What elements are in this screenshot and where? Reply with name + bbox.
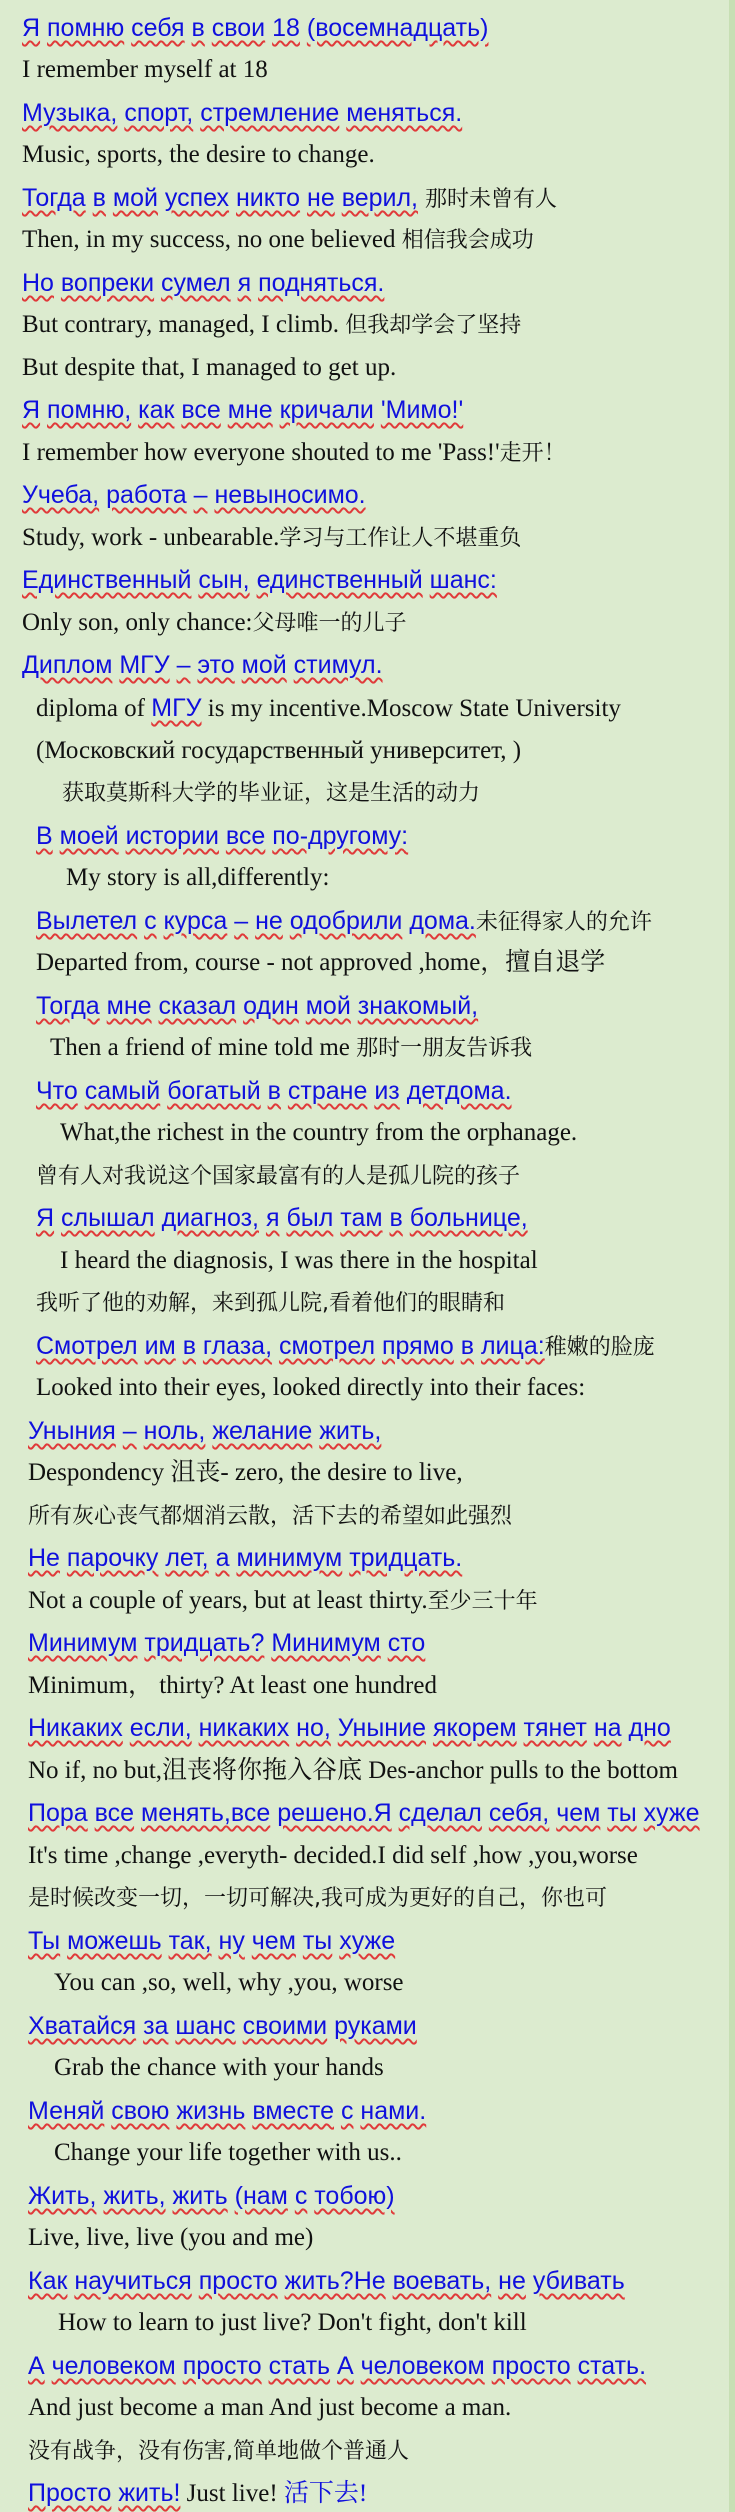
poem-line (22, 520, 521, 557)
english-text: Despondency 沮丧- zero, the desire to live, (28, 1459, 463, 1486)
poem-line (28, 2178, 395, 2215)
chinese-text: 获取莫斯科大学的毕业证，这是生活的动力 (62, 781, 481, 806)
english-text: Just live! (180, 2480, 284, 2507)
poem-line (28, 2263, 625, 2300)
english-text: Minimum， thirty? At least one hundred (28, 1672, 437, 1699)
russian-text: Музыка, спорт, стремление меняться. (22, 99, 463, 127)
poem-line (28, 2348, 646, 2385)
poem-line (36, 818, 408, 855)
chinese-text: 那时未曾有人 (424, 187, 557, 212)
poem-line (36, 988, 478, 1025)
english-text: Change your life together with us.. (54, 2139, 402, 2166)
poem-line (36, 733, 521, 769)
poem-line (28, 1455, 463, 1491)
russian-text: Учеба, работа – невыносимо. (22, 481, 366, 509)
english-text: Study, work - unbearable. (22, 524, 280, 551)
english-text: Music, sports, the desire to change. (22, 141, 375, 168)
poem-line (58, 2305, 527, 2341)
english-text: Then a friend of mine told me (50, 1034, 357, 1061)
russian-text: Минимум тридцать? Минимум сто (28, 1629, 426, 1657)
poem-line (28, 1625, 425, 1662)
poem-line (36, 690, 621, 727)
english-text: No if, no but,沮丧将你拖入谷底 (28, 1757, 369, 1784)
russian-text: Уныния – ноль, желание жить, (28, 1417, 382, 1445)
poem-line (36, 1370, 585, 1406)
english-text: Only son, only chance: (22, 609, 253, 636)
russian-text: Смотрел им в глаза, смотрел прямо в лица: (36, 1332, 545, 1360)
english-text: Live, live, live (you and me) (28, 2224, 314, 2251)
poem-line (36, 1200, 528, 1237)
russian-text: А человеком просто стать А человеком просто стать. (28, 2352, 647, 2380)
poem-line (36, 903, 652, 941)
poem-line (28, 1540, 462, 1577)
poem-line (54, 2135, 402, 2171)
poem-line (22, 647, 383, 684)
poem-line (54, 1965, 404, 2001)
chinese-text: 未征得家人的允许 (475, 910, 652, 935)
chinese-text: 曾有人对我说这个国家最富有的人是孤儿院的孩子 (36, 1164, 521, 1189)
chinese-text: 所有灰心丧气都烟消云散，活下去的希望如此强烈 (28, 1504, 513, 1529)
poem-line (28, 2390, 511, 2426)
russian-text: В моей истории все по-другому: (36, 822, 409, 850)
poem-line (28, 2475, 367, 2512)
english-text: is my incentive.Moscow State University (201, 695, 621, 722)
poem-line (28, 1413, 381, 1450)
russian-text: Ты можешь так, ну чем ты хуже (28, 1927, 396, 1955)
english-text: But contrary, managed, I climb. (22, 311, 346, 338)
chinese-text: 相信我会成功 (401, 228, 534, 253)
chinese-text: 那时一朋友告诉我 (356, 1036, 533, 1061)
poem-line (28, 1753, 678, 1789)
chinese-text: 学习与工作让人不堪重负 (279, 526, 522, 551)
english-text: And just become a man And just become a man. (28, 2394, 512, 2421)
chinese-text: 没有战争，没有伤害,简单地做个普通人 (28, 2439, 409, 2464)
poem-line (66, 860, 329, 896)
english-text: My story is all,differently: (66, 864, 330, 891)
poem-line (28, 2093, 426, 2130)
poem-line (22, 477, 366, 514)
english-text: What,the richest in the country from the orphanage. (60, 1119, 578, 1146)
poem-line (28, 1583, 538, 1620)
english-text: It's time ,change ,everyth- decided.I did self ,how ,you,worse (28, 1842, 638, 1869)
chinese-text: 稚嫩的脸庞 (544, 1335, 655, 1360)
english-text: Grab the chance with your hands (54, 2054, 384, 2081)
poem-line (28, 1668, 437, 1704)
english-text: Looked into their eyes, looked directly into their faces: (36, 1374, 586, 1401)
poem-line (22, 52, 268, 88)
poem-line (22, 180, 557, 218)
poem-line (28, 2433, 409, 2470)
poem-line (50, 1030, 532, 1067)
poem-line (60, 1243, 538, 1279)
chinese-text: 活下去! (283, 2480, 368, 2507)
chinese-text: 走开！ (499, 441, 566, 466)
russian-text: Я слышал диагноз, я был там в больнице, (36, 1204, 528, 1232)
english-text: You can ,so, well, why ,you, worse (54, 1969, 404, 1996)
poem-line (36, 1328, 655, 1366)
russian-text: Я помню, как все мне кричали 'Мимо!' (22, 396, 464, 424)
russian-text: Единственный сын, единственный шанс: (22, 566, 497, 594)
english-text: How to learn to just live? Don't fight, don't kill (58, 2309, 527, 2336)
english-text: Then, in my success, no one believed (22, 226, 402, 253)
poem-line (54, 2050, 384, 2086)
poem-line (22, 350, 396, 386)
english-text: Not a couple of years, but at least thirty. (28, 1587, 428, 1614)
russian-text: Тогда в мой успех никто не верил, (22, 184, 418, 212)
poem-line (36, 1073, 512, 1110)
russian-text: Жить, жить, жить (нам с тобою) (28, 2182, 395, 2210)
english-text: I heard the diagnosis, I was there in the hospital (60, 1247, 538, 1274)
poem-line (22, 307, 521, 344)
russian-text: Меняй свою жизнь вместе с нами. (28, 2097, 427, 2125)
poem-line (28, 1923, 395, 1960)
chinese-text: 至少三十年 (427, 1589, 538, 1614)
russian-text: МГУ (151, 694, 202, 722)
poem-line (22, 95, 462, 132)
poem-line (22, 265, 384, 302)
chinese-text: 但我却学会了坚持 (345, 313, 522, 338)
poem-line (22, 10, 488, 47)
english-text: Des-anchor pulls to the bottom (368, 1757, 678, 1784)
poem-line (60, 1115, 577, 1151)
poem-line (22, 562, 497, 599)
russian-text: Пора все менять,все решено.Я сделал себя, чем ты хуже (28, 1799, 700, 1827)
poem-line (36, 1285, 505, 1322)
english-text: diploma of (36, 695, 152, 722)
poem-line (28, 1880, 607, 1917)
english-text: I remember myself at 18 (22, 56, 268, 83)
poem-line (36, 1158, 520, 1195)
poem-line (28, 2008, 417, 2045)
page-edge (729, 0, 735, 2512)
russian-text: Просто жить! (28, 2479, 181, 2507)
poem-line (28, 1710, 671, 1747)
russian-text: Как научиться просто жить?Не воевать, не убивать (28, 2267, 625, 2295)
russian-text: Тогда мне сказал один мой знакомый, (36, 992, 479, 1020)
english-text: I remember how everyone shouted to me 'Pass!' (22, 439, 500, 466)
poem-line (28, 2220, 313, 2256)
poem-line (36, 945, 605, 981)
russian-text: Никаких если, никаких но, Уныние якорем тянет на дно (28, 1714, 671, 1742)
chinese-text: 父母唯一的儿子 (252, 611, 407, 636)
russian-text: Но вопреки сумел я подняться. (22, 269, 385, 297)
russian-text: Что самый богатый в стране из детдома. (36, 1077, 512, 1105)
chinese-text: 是时候改变一切，一切可解决,我可成为更好的自己，你也可 (28, 1886, 607, 1911)
poem-line (22, 435, 566, 472)
english-text: But despite that, I managed to get up. (22, 354, 397, 381)
russian-text: Не парочку лет, а минимум тридцать. (28, 1544, 463, 1572)
poem-line (62, 775, 480, 812)
poem-line (28, 1498, 512, 1535)
english-text: Departed from, course - not approved ,home，擅自退学 (36, 949, 606, 976)
poem-line (22, 137, 375, 173)
poem-line (28, 1795, 700, 1832)
russian-text: Я помню себя в свои 18 (восемнадцать) (22, 14, 489, 42)
russian-text: Хватайся за шанс своими руками (28, 2012, 417, 2040)
poem-line (22, 605, 407, 642)
russian-text: Диплом МГУ – это мой стимул. (22, 651, 383, 679)
chinese-text: 我听了他的劝解，来到孤儿院,看着他们的眼睛和 (36, 1291, 505, 1316)
russian-text: Вылетел с курса – не одобрили дома. (36, 907, 476, 935)
poem-line (22, 392, 463, 429)
poem-line (22, 222, 534, 259)
english-text: (Московский государственный университет, ) (36, 737, 522, 764)
poem-line (28, 1838, 638, 1874)
